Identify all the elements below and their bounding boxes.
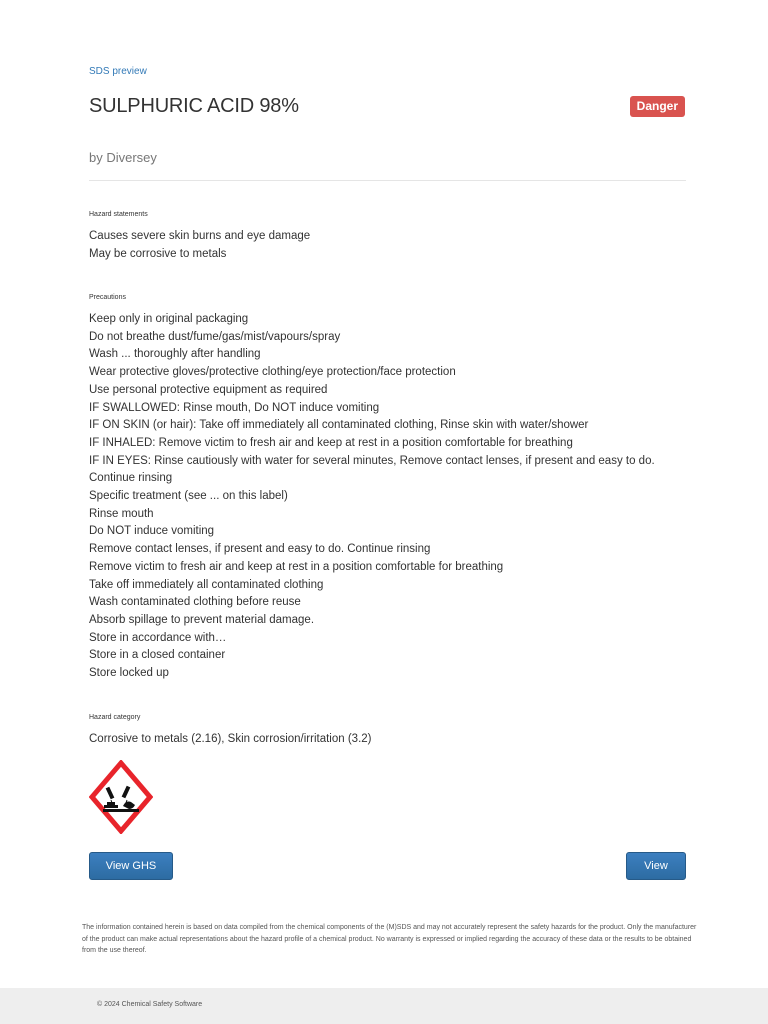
page-footer [0, 988, 768, 1024]
list-item: May be corrosive to metals [89, 247, 227, 260]
list-item: Wash contaminated clothing before reuse [89, 596, 301, 609]
list-item: Causes severe skin burns and eye damage [89, 230, 311, 242]
list-item: Absorb spillage to prevent material damage. [89, 613, 315, 626]
header-divider [89, 180, 686, 181]
list-item: Store in a closed container [89, 649, 226, 662]
breadcrumb-sds-preview[interactable]: SDS preview [89, 66, 147, 77]
list-item: Store in accordance with… [89, 631, 227, 644]
list-item: Remove victim to fresh air and keep at rest in a position comfortable for breathing [89, 560, 504, 573]
manufacturer-byline: by Diversey [89, 150, 157, 165]
footer-copyright: © 2024 Chemical Safety Software [97, 1001, 203, 1008]
hazard-category-heading: Hazard category [89, 714, 141, 721]
precautions-heading: Precautions [89, 294, 126, 301]
disclaimer-text: The information contained herein is based on data compiled from the chemical components of the (M)SDS and may not accurately represent the safety hazards for the product. Only the manufacturer of the product can make actual representations about the hazard profile of a chemical product. No warranty is expressed or implied regarding the accuracy of these data or the results to be obtained from the use thereof. [82, 924, 697, 954]
list-item: Rinse mouth [89, 507, 154, 520]
list-item: Remove contact lenses, if present and easy to do. Continue rinsing [89, 543, 431, 556]
list-item: Do NOT induce vomiting [89, 525, 215, 538]
list-item: IF IN EYES: Rinse cautiously with water for several minutes, Remove contact lenses, if present and easy to do. Continue rinsing [89, 454, 655, 485]
view-sds-button[interactable]: View SDS [626, 852, 686, 880]
list-item: Take off immediately all contaminated clothing [89, 578, 324, 591]
precautions-list [89, 311, 689, 683]
hazard-statements-list [89, 228, 689, 263]
product-title: SULPHURIC ACID 98% [89, 95, 299, 117]
list-item: Do not breathe dust/fume/gas/mist/vapours/spray [89, 330, 341, 343]
list-item: Use personal protective equipment as required [89, 383, 328, 396]
view-ghs-label-button[interactable]: View GHS label [89, 852, 173, 880]
list-item: IF SWALLOWED: Rinse mouth, Do NOT induce vomiting [89, 401, 380, 414]
hazard-category-text: Corrosive to metals (2.16), Skin corrosion/irritation (3.2) [89, 733, 372, 745]
list-item: Wash ... thoroughly after handling [89, 348, 261, 361]
list-item: Keep only in original packaging [89, 313, 249, 325]
hazard-statements-heading: Hazard statements [89, 211, 148, 218]
list-item: Store locked up [89, 667, 169, 680]
list-item: IF INHALED: Remove victim to fresh air and keep at rest in a position comfortable for breathing [89, 436, 573, 449]
list-item: Wear protective gloves/protective clothing/eye protection/face protection [89, 366, 456, 379]
signal-word-badge: Danger [630, 96, 685, 117]
ghs05-corrosion-icon [89, 760, 153, 834]
list-item: IF ON SKIN (or hair): Take off immediately all contaminated clothing, Rinse skin with water/shower [89, 419, 589, 432]
list-item: Specific treatment (see ... on this label) [89, 490, 288, 503]
